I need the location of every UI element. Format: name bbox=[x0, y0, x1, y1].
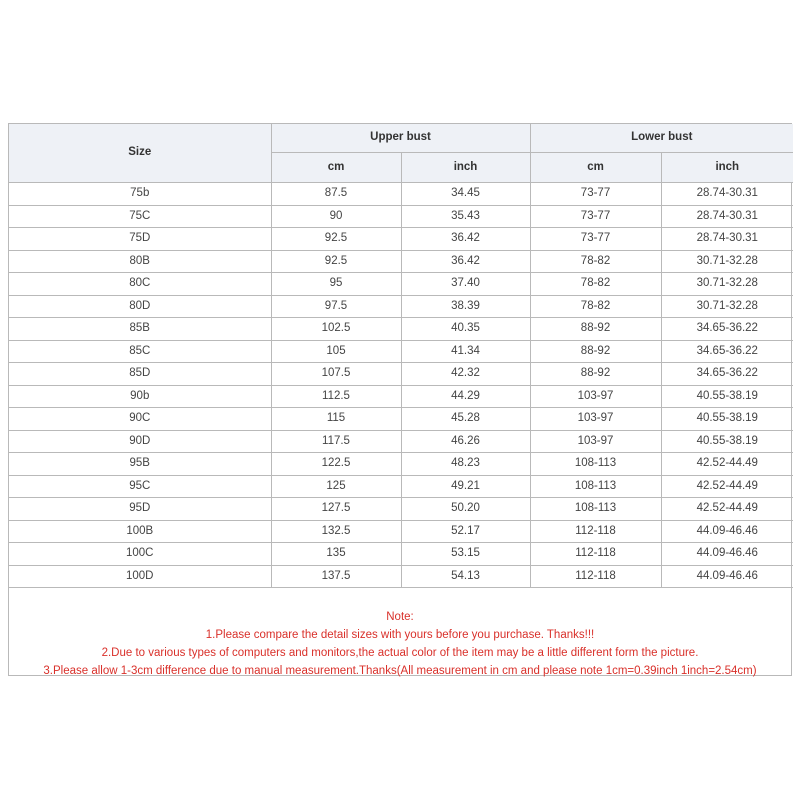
lower-cm-cell: 103-97 bbox=[530, 408, 661, 431]
lower-inch-cell: 28.74-30.31 bbox=[661, 228, 793, 251]
upper-inch-cell: 48.23 bbox=[401, 453, 530, 476]
size-cell: 90D bbox=[9, 430, 271, 453]
size-cell: 90C bbox=[9, 408, 271, 431]
upper-cm-cell: 115 bbox=[271, 408, 401, 431]
lower-cm-cell: 112-118 bbox=[530, 565, 661, 588]
lower-cm-cell: 103-97 bbox=[530, 385, 661, 408]
upper-cm-cell: 95 bbox=[271, 273, 401, 296]
note-title: Note: bbox=[386, 611, 414, 623]
upper-cm-cell: 125 bbox=[271, 475, 401, 498]
lower-cm-cell: 88-92 bbox=[530, 363, 661, 386]
table-header bbox=[9, 124, 793, 183]
upper-cm-cell: 135 bbox=[271, 543, 401, 566]
lower-inch-cell: 44.09-46.46 bbox=[661, 565, 793, 588]
size-table bbox=[9, 124, 793, 588]
size-cell: 100D bbox=[9, 565, 271, 588]
upper-cm-cell: 87.5 bbox=[271, 183, 401, 206]
lower-cm-cell: 108-113 bbox=[530, 453, 661, 476]
lower-inch-cell: 40.55-38.19 bbox=[661, 430, 793, 453]
table-row bbox=[9, 273, 793, 296]
lower-cm-cell: 88-92 bbox=[530, 318, 661, 341]
upper-cm-cell: 127.5 bbox=[271, 498, 401, 521]
upper-inch-cell: 36.42 bbox=[401, 250, 530, 273]
upper-inch-cell: 54.13 bbox=[401, 565, 530, 588]
upper-inch-cell: 38.39 bbox=[401, 295, 530, 318]
note-line-1: 1.Please compare the detail sizes with yours before you purchase. Thanks!!! bbox=[205, 629, 595, 641]
size-cell: 85B bbox=[9, 318, 271, 341]
size-cell: 100B bbox=[9, 520, 271, 543]
lower-cm-cell: 88-92 bbox=[530, 340, 661, 363]
upper-cm-cell: 112.5 bbox=[271, 385, 401, 408]
table-row bbox=[9, 385, 793, 408]
size-column-header: Size bbox=[9, 124, 271, 183]
lower-inch-cell: 28.74-30.31 bbox=[661, 205, 793, 228]
lower-cm-cell: 112-118 bbox=[530, 520, 661, 543]
lower-cm-cell: 78-82 bbox=[530, 250, 661, 273]
table-row bbox=[9, 430, 793, 453]
upper-cm-cell: 137.5 bbox=[271, 565, 401, 588]
lower-cm-cell: 73-77 bbox=[530, 228, 661, 251]
note-line-2: 2.Due to various types of computers and monitors,the actual color of the item may be a little different form the picture. bbox=[101, 647, 699, 659]
notes bbox=[9, 588, 791, 675]
table-row bbox=[9, 340, 793, 363]
size-cell: 85D bbox=[9, 363, 271, 386]
size-cell: 75b bbox=[9, 183, 271, 206]
table-row bbox=[9, 520, 793, 543]
size-cell: 75D bbox=[9, 228, 271, 251]
upper-cm-cell: 132.5 bbox=[271, 520, 401, 543]
size-cell: 75C bbox=[9, 205, 271, 228]
table-row bbox=[9, 475, 793, 498]
upper-cm-cell: 117.5 bbox=[271, 430, 401, 453]
table-row bbox=[9, 408, 793, 431]
table-row bbox=[9, 183, 793, 206]
size-cell: 80C bbox=[9, 273, 271, 296]
lower-inch-cell: 40.55-38.19 bbox=[661, 408, 793, 431]
lower-inch-cell: 44.09-46.46 bbox=[661, 520, 793, 543]
upper-inch-cell: 36.42 bbox=[401, 228, 530, 251]
lower-inch-cell: 42.52-44.49 bbox=[661, 498, 793, 521]
size-cell: 95C bbox=[9, 475, 271, 498]
lower-cm-cell: 103-97 bbox=[530, 430, 661, 453]
lower-inch-cell: 30.71-32.28 bbox=[661, 295, 793, 318]
lower-inch-cell: 42.52-44.49 bbox=[661, 453, 793, 476]
lower-cm-cell: 73-77 bbox=[530, 183, 661, 206]
upper-inch-cell: 35.43 bbox=[401, 205, 530, 228]
lower-cm-cell: 78-82 bbox=[530, 273, 661, 296]
lower-inch-header: inch bbox=[661, 153, 793, 183]
lower-cm-header: cm bbox=[530, 153, 661, 183]
lower-inch-cell: 44.09-46.46 bbox=[661, 543, 793, 566]
table-row bbox=[9, 250, 793, 273]
upper-inch-cell: 49.21 bbox=[401, 475, 530, 498]
lower-inch-cell: 40.55-38.19 bbox=[661, 385, 793, 408]
upper-inch-cell: 40.35 bbox=[401, 318, 530, 341]
upper-inch-cell: 50.20 bbox=[401, 498, 530, 521]
size-cell: 90b bbox=[9, 385, 271, 408]
upper-cm-cell: 122.5 bbox=[271, 453, 401, 476]
size-cell: 80D bbox=[9, 295, 271, 318]
upper-inch-cell: 34.45 bbox=[401, 183, 530, 206]
lower-cm-cell: 108-113 bbox=[530, 475, 661, 498]
upper-cm-header: cm bbox=[271, 153, 401, 183]
upper-inch-cell: 46.26 bbox=[401, 430, 530, 453]
lower-cm-cell: 73-77 bbox=[530, 205, 661, 228]
lower-cm-cell: 78-82 bbox=[530, 295, 661, 318]
lower-inch-cell: 30.71-32.28 bbox=[661, 273, 793, 296]
upper-inch-cell: 45.28 bbox=[401, 408, 530, 431]
size-cell: 100C bbox=[9, 543, 271, 566]
lower-cm-cell: 108-113 bbox=[530, 498, 661, 521]
size-chart bbox=[8, 123, 792, 676]
lower-bust-header: Lower bust bbox=[530, 124, 793, 153]
table-row bbox=[9, 363, 793, 386]
note-line-3: 3.Please allow 1-3cm difference due to manual measurement.Thanks(All measurement in cm and please note 1cm=0.39inch 1inch=2.54cm) bbox=[43, 665, 757, 677]
upper-inch-cell: 42.32 bbox=[401, 363, 530, 386]
table-row bbox=[9, 228, 793, 251]
upper-inch-cell: 41.34 bbox=[401, 340, 530, 363]
upper-inch-cell: 52.17 bbox=[401, 520, 530, 543]
upper-cm-cell: 107.5 bbox=[271, 363, 401, 386]
size-cell: 95B bbox=[9, 453, 271, 476]
table-body bbox=[9, 183, 793, 588]
upper-cm-cell: 105 bbox=[271, 340, 401, 363]
size-cell: 85C bbox=[9, 340, 271, 363]
upper-inch-cell: 53.15 bbox=[401, 543, 530, 566]
upper-cm-cell: 92.5 bbox=[271, 250, 401, 273]
table-row bbox=[9, 453, 793, 476]
lower-inch-cell: 34.65-36.22 bbox=[661, 340, 793, 363]
table-row bbox=[9, 565, 793, 588]
lower-inch-cell: 34.65-36.22 bbox=[661, 363, 793, 386]
upper-inch-header: inch bbox=[401, 153, 530, 183]
lower-inch-cell: 34.65-36.22 bbox=[661, 318, 793, 341]
size-cell: 80B bbox=[9, 250, 271, 273]
upper-cm-cell: 102.5 bbox=[271, 318, 401, 341]
table-row bbox=[9, 318, 793, 341]
upper-bust-header: Upper bust bbox=[271, 124, 530, 153]
upper-cm-cell: 92.5 bbox=[271, 228, 401, 251]
upper-cm-cell: 97.5 bbox=[271, 295, 401, 318]
size-cell: 95D bbox=[9, 498, 271, 521]
table-row bbox=[9, 498, 793, 521]
table-row bbox=[9, 543, 793, 566]
upper-inch-cell: 44.29 bbox=[401, 385, 530, 408]
lower-inch-cell: 42.52-44.49 bbox=[661, 475, 793, 498]
table-row bbox=[9, 295, 793, 318]
upper-inch-cell: 37.40 bbox=[401, 273, 530, 296]
table-row bbox=[9, 205, 793, 228]
upper-cm-cell: 90 bbox=[271, 205, 401, 228]
lower-inch-cell: 28.74-30.31 bbox=[661, 183, 793, 206]
lower-inch-cell: 30.71-32.28 bbox=[661, 250, 793, 273]
lower-cm-cell: 112-118 bbox=[530, 543, 661, 566]
